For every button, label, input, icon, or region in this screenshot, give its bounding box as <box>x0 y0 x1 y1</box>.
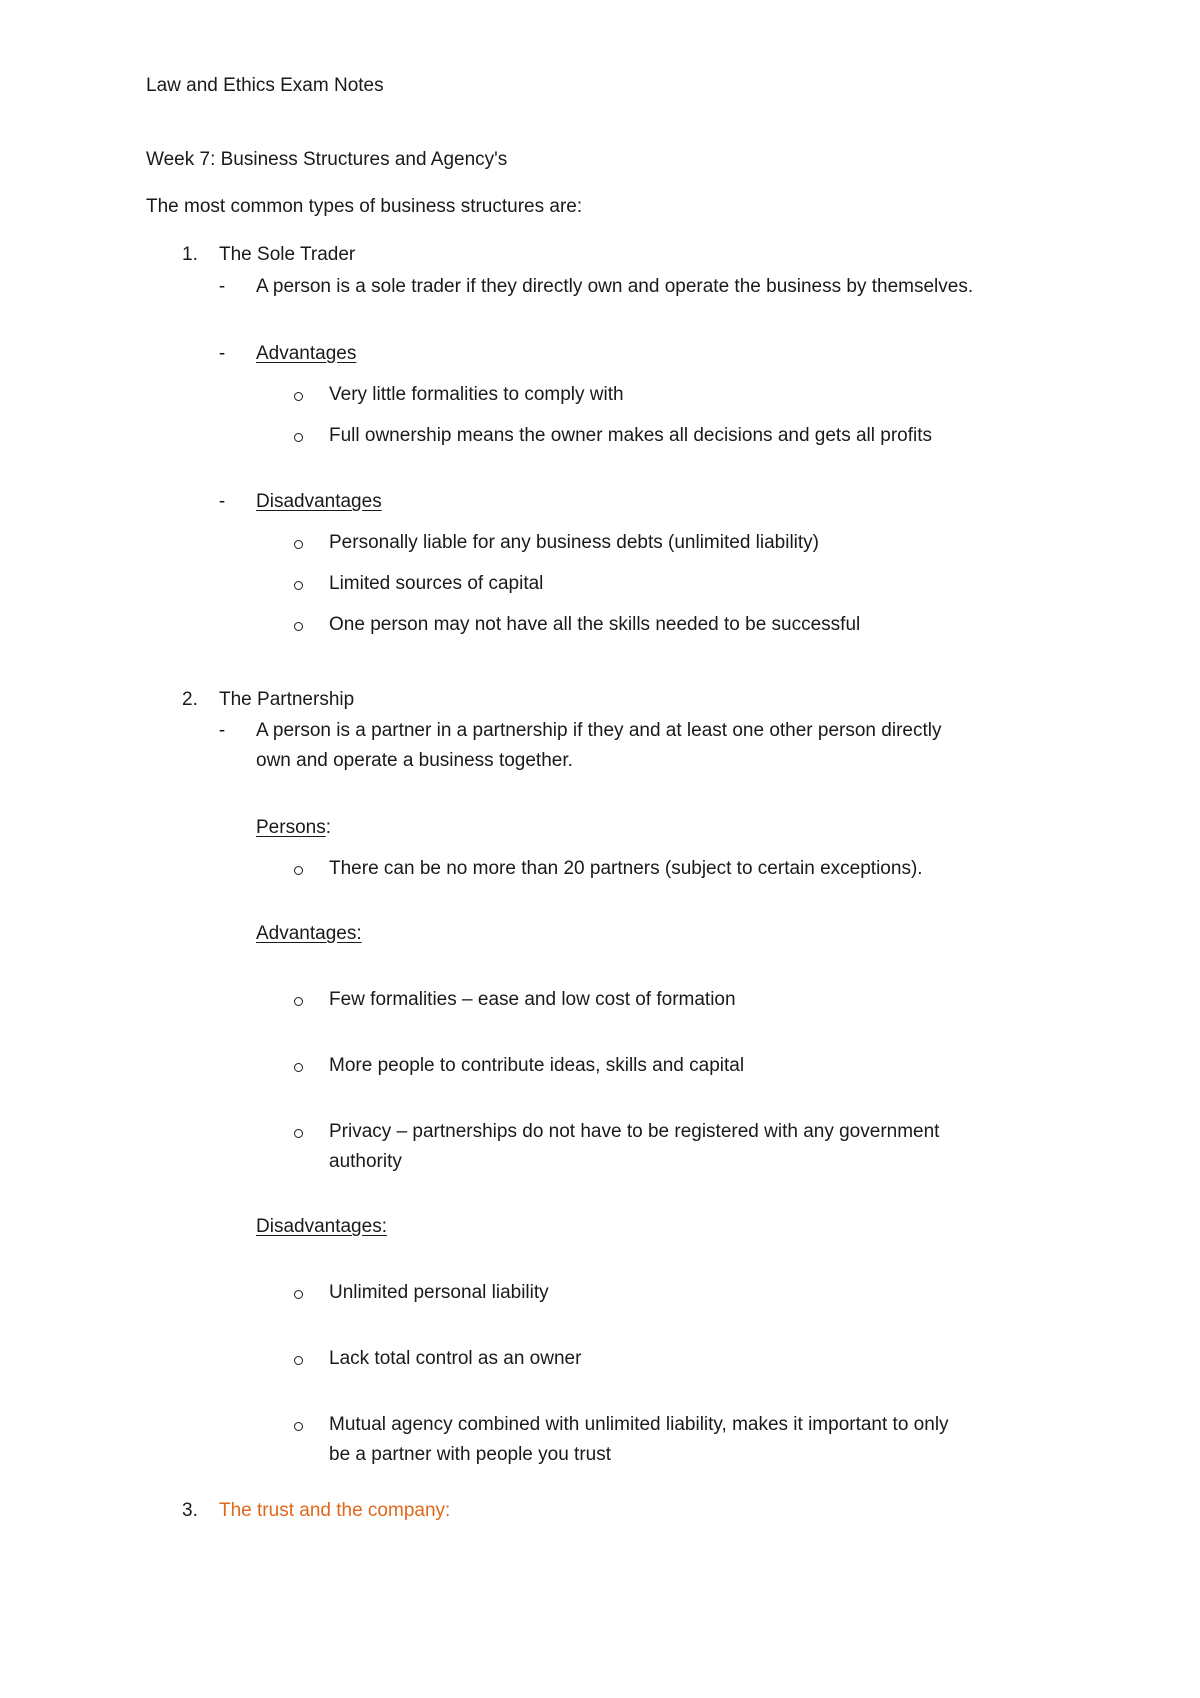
circle-bullet-icon <box>294 433 303 442</box>
list-item: More people to contribute ideas, skills and capital <box>329 1055 745 1076</box>
list-item-cont: be a partner with people you trust <box>329 1444 612 1465</box>
disadvantages-label: Disadvantages <box>256 491 382 512</box>
list-item: Lack total control as an owner <box>329 1348 582 1369</box>
list-item: Personally liable for any business debts (unlimited liability) <box>329 532 820 553</box>
circle-bullet-icon <box>294 540 303 549</box>
dash-bullet: - <box>218 343 226 364</box>
section-heading: Week 7: Business Structures and Agency's <box>146 149 508 170</box>
list-number: 2. <box>182 689 198 710</box>
circle-bullet-icon <box>294 1290 303 1299</box>
item-description: A person is a partner in a partnership if they and at least one other person directly <box>256 720 942 741</box>
circle-bullet-icon <box>294 581 303 590</box>
item-title-partnership: The Partnership <box>219 689 355 710</box>
persons-colon: : <box>325 817 331 838</box>
list-item: Privacy – partnerships do not have to be registered with any government <box>329 1121 940 1142</box>
circle-bullet-icon <box>294 1129 303 1138</box>
persons-label-row <box>256 816 331 840</box>
list-item: Limited sources of capital <box>329 573 544 594</box>
advantages-label: Advantages: <box>256 923 362 944</box>
item-description: A person is a sole trader if they directly own and operate the business by themselves. <box>256 276 974 297</box>
circle-bullet-icon <box>294 997 303 1006</box>
advantages-label: Advantages <box>256 343 357 364</box>
dash-bullet: - <box>218 720 226 741</box>
circle-bullet-icon <box>294 1356 303 1365</box>
list-item: There can be no more than 20 partners (subject to certain exceptions). <box>329 858 923 879</box>
circle-bullet-icon <box>294 1422 303 1431</box>
list-number: 1. <box>182 244 198 265</box>
list-item: Unlimited personal liability <box>329 1282 549 1303</box>
persons-label: Persons <box>256 817 326 838</box>
list-item-cont: authority <box>329 1151 402 1172</box>
section-intro: The most common types of business structures are: <box>146 196 583 217</box>
dash-bullet: - <box>218 276 226 297</box>
item-title-trust-company: The trust and the company: <box>219 1500 451 1521</box>
list-item: Full ownership means the owner makes all decisions and gets all profits <box>329 425 933 446</box>
list-item: Mutual agency combined with unlimited liability, makes it important to only <box>329 1414 949 1435</box>
list-item: One person may not have all the skills needed to be successful <box>329 614 861 635</box>
list-item: Very little formalities to comply with <box>329 384 624 405</box>
circle-bullet-icon <box>294 866 303 875</box>
item-title-sole-trader: The Sole Trader <box>219 244 356 265</box>
disadvantages-label: Disadvantages: <box>256 1216 387 1237</box>
list-item: Few formalities – ease and low cost of formation <box>329 989 736 1010</box>
document-header: Law and Ethics Exam Notes <box>146 75 384 96</box>
item-description-cont: own and operate a business together. <box>256 750 573 771</box>
list-number: 3. <box>182 1500 198 1521</box>
circle-bullet-icon <box>294 392 303 401</box>
dash-bullet: - <box>218 491 226 512</box>
circle-bullet-icon <box>294 622 303 631</box>
circle-bullet-icon <box>294 1063 303 1072</box>
